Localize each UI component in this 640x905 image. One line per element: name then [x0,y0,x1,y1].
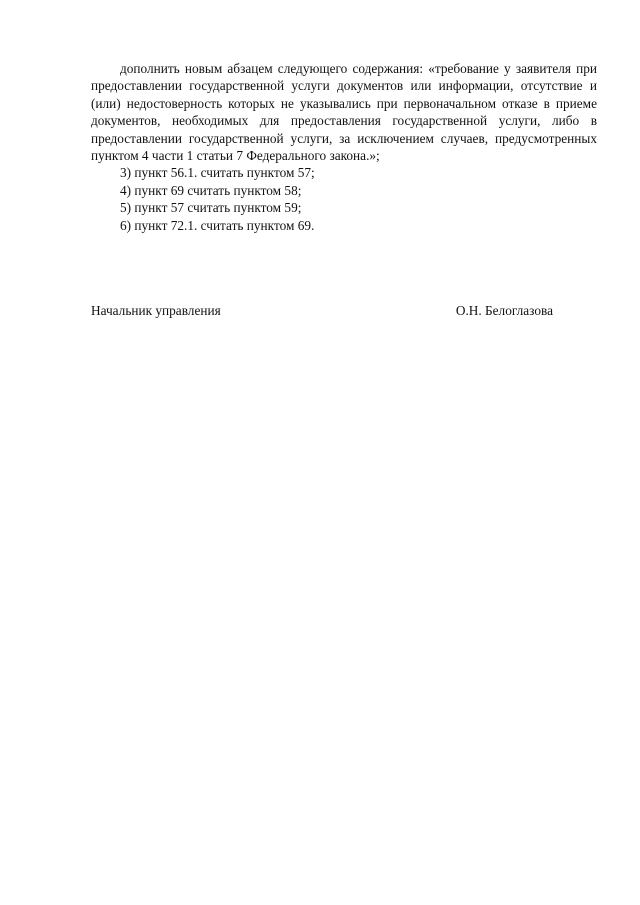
list-item: 4) пункт 69 считать пунктом 58; [120,182,302,198]
list-item: 3) пункт 56.1. считать пунктом 57; [120,165,315,181]
document-body [91,60,597,234]
list-item: 6) пункт 72.1. считать пунктом 69. [120,217,315,233]
list-item: 5) пункт 57 считать пунктом 59; [120,200,302,216]
amendment-paragraph: дополнить новым абзацем следующего содержания: «требование у заявителя при предоставлении государственной услуги документов или информации, отсутствие и (или) недостоверность которых не указывались при первоначальном отказе в приеме документов, необходимых для предоставления государственной услуги, либо в предоставлении государственной услуги, за исключением случаев, предусмотренных пунктом 4 части 1 статьи 7 Федерального закона.»; [91,61,597,164]
signatory-name: О.Н. Белоглазова [455,303,553,318]
signatory-position: Начальник управления [91,303,221,318]
signature-block [91,302,553,319]
